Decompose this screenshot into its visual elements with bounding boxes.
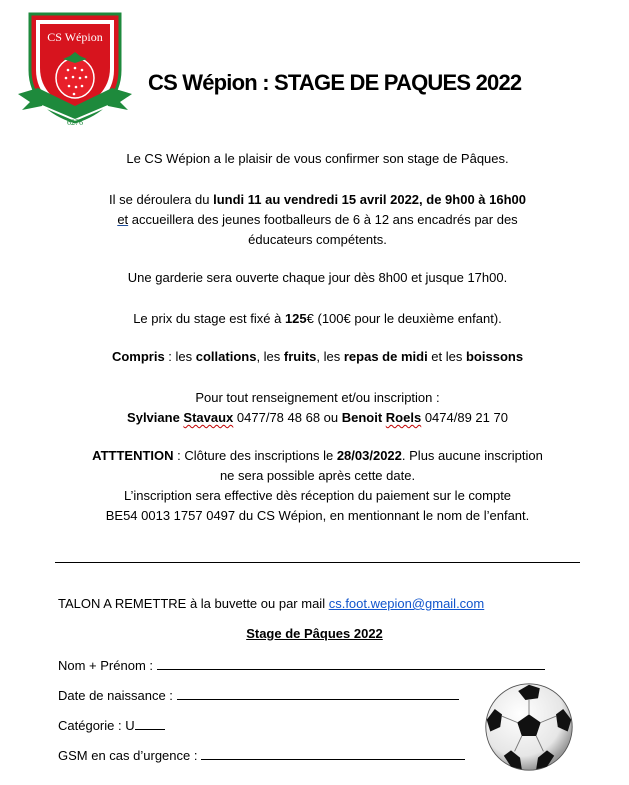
attention-text-1: : Clôture des inscriptions le [173,448,337,463]
form-category-row [58,716,165,733]
dates-line2-rest: accueillera des jeunes footballeurs de 6 à 12 ans encadrés par des [128,212,518,227]
talon-email-link[interactable]: cs.foot.wepion@gmail.com [328,596,485,611]
form-gsm-label: GSM en cas d’urgence : [58,748,202,763]
talon-text: TALON A REMETTRE à la buvette ou par mail [58,596,329,611]
compris-item-repas: repas de midi [343,349,428,364]
logo-name: CS Wépion [47,30,103,44]
contact-first-1: Sylviane [127,410,184,425]
dates-line-3: éducateurs compétents. [248,232,387,247]
contact-paragraph [40,388,595,428]
dates-paragraph [40,190,595,250]
form-category-field[interactable] [135,716,165,730]
attention-line-1 [40,446,595,466]
compris-sep4: et les [427,349,466,364]
compris-sep3: , les [316,349,344,364]
form-category-label: Catégorie : U [58,718,135,733]
intro-text: Le CS Wépion a le plaisir de vous confirmer son stage de Pâques. [126,151,509,166]
club-logo [16,10,134,128]
soccer-ball-icon [484,682,574,772]
garderie-text: Une garderie sera ouverte chaque jour dès 8h00 et jusque 17h00. [127,270,508,285]
attention-line-4: BE54 0013 1757 0497 du CS Wépion, en mentionnant le nom de l’enfant. [105,508,530,523]
prix-suffix: € (100€ pour le deuxième enfant). [306,311,502,326]
dates-and: et [117,212,129,227]
compris-item-fruits: fruits [283,349,317,364]
dates-prefix: Il se déroulera du [109,192,214,207]
contact-last-2: Roels [385,410,422,425]
dates-line-1 [40,190,595,210]
compris-sep1: : les [164,349,196,364]
contact-line-2 [40,408,595,428]
page-title: CS Wépion : STAGE DE PAQUES 2022 [148,70,522,95]
form-birth-field[interactable] [177,686,459,700]
attention-line-3: L’inscription sera effective dès réception du paiement sur le compte [123,488,512,503]
logo-number: 6276 [67,118,83,127]
form-gsm-field[interactable] [201,746,465,760]
form-name-label: Nom + Prénom : [58,658,157,673]
talon-heading: Stage de Pâques 2022 [246,626,383,641]
form-name-field[interactable] [157,656,545,670]
dates-bold: lundi 11 au vendredi 15 avril 2022, de 9h00 à 16h00 [213,192,526,207]
compris-item-boissons: boissons [465,349,524,364]
compris-text [40,349,595,364]
contact-phone-2: 0474/89 21 70 [421,410,508,425]
attention-line-2: ne sera possible après cette date. [219,468,416,483]
talon-line [58,596,484,611]
form-gsm-row [58,746,465,763]
contact-phone-1: 0477/78 48 68 ou [233,410,342,425]
attention-text-2: . Plus aucune inscription [401,448,543,463]
compris-sep2: , les [256,349,284,364]
attention-label: ATTTENTION [92,448,174,463]
separator-line [55,562,580,563]
compris-label: Compris [111,349,165,364]
attention-paragraph [40,446,595,526]
form-name-row [58,656,545,673]
form-birth-label: Date de naissance : [58,688,177,703]
prix-text [40,311,595,326]
contact-line-1: Pour tout renseignement et/ou inscription : [195,390,440,405]
contact-first-2: Benoit [341,410,386,425]
form-birth-row [58,686,459,703]
compris-item-collations: collations [195,349,257,364]
prix-prefix: Le prix du stage est fixé à [133,311,285,326]
contact-last-1: Stavaux [183,410,234,425]
prix-amount: 125 [284,311,307,326]
dates-line-2 [40,210,595,230]
attention-date: 28/03/2022 [336,448,402,463]
